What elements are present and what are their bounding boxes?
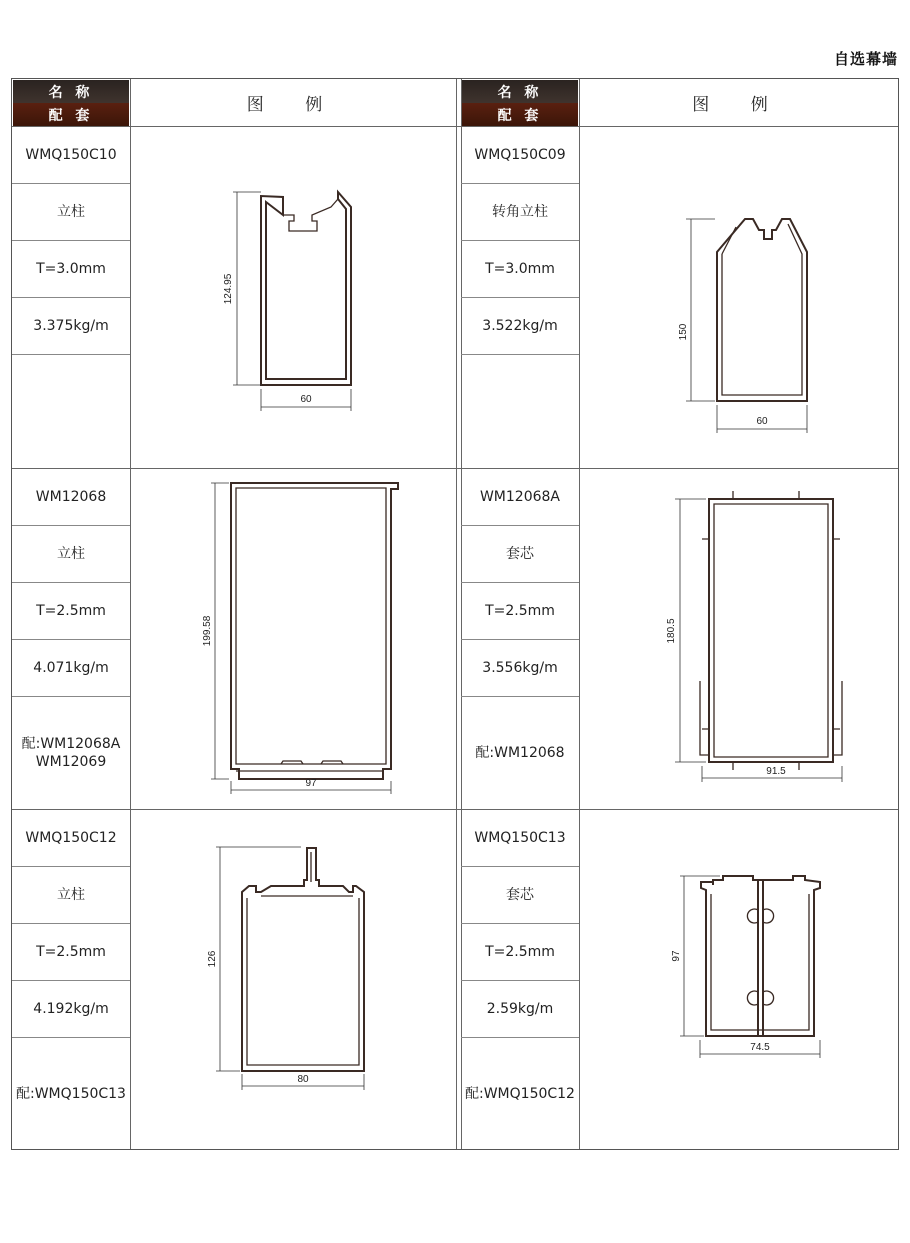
dim-width: 60: [756, 416, 768, 427]
product-thickness: T=2.5mm: [485, 944, 555, 960]
product-code: WM12068: [35, 489, 107, 505]
dim-width: 80: [297, 1074, 309, 1085]
dim-height: 124.95: [223, 273, 234, 305]
dim-width: 97: [305, 778, 317, 789]
product-code: WM12068A: [479, 489, 561, 505]
product-thickness: T=3.0mm: [485, 261, 555, 277]
dim-height: 150: [678, 323, 689, 341]
product-matching: 配:WM12068: [475, 745, 565, 761]
product-weight: 2.59kg/m: [486, 1001, 554, 1017]
product-matching: [12, 697, 130, 809]
profile-drawing-wmq150c09: [580, 127, 898, 468]
dim-width: 91.5: [766, 766, 786, 777]
header-name-right: 名 称: [462, 80, 578, 104]
profile-drawing-wm12068: [131, 469, 456, 810]
header-kit-right: 配 套: [462, 103, 578, 127]
product-thickness: T=2.5mm: [36, 944, 106, 960]
dim-height: 180.5: [666, 618, 677, 644]
profile-drawing-wmq150c13: [580, 810, 898, 1151]
product-weight: 3.522kg/m: [482, 318, 558, 334]
product-code: WMQ150C12: [25, 830, 117, 846]
match-line-1: 配:WM12068A: [21, 736, 121, 752]
dim-width: 60: [300, 394, 312, 405]
product-weight: 3.556kg/m: [482, 660, 558, 676]
product-weight: 4.192kg/m: [33, 1001, 109, 1017]
product-type: 转角立柱: [492, 204, 548, 220]
profile-catalog-table: [11, 78, 899, 1150]
match-line-2: WM12069: [35, 754, 107, 770]
product-code: WMQ150C09: [474, 147, 566, 163]
product-weight: 3.375kg/m: [33, 318, 109, 334]
dim-height: 199.58: [202, 615, 213, 647]
product-code: WMQ150C13: [474, 830, 566, 846]
product-type: 套芯: [506, 546, 534, 562]
product-thickness: T=2.5mm: [485, 603, 555, 619]
dim-height: 126: [207, 950, 218, 968]
product-matching: 配:WMQ150C12: [465, 1086, 575, 1102]
product-weight: 4.071kg/m: [33, 660, 109, 676]
product-thickness: T=2.5mm: [36, 603, 106, 619]
dim-width: 74.5: [750, 1042, 770, 1053]
header-figure-left: 图 例: [246, 95, 341, 115]
profile-drawing-wm12068a: [580, 469, 898, 810]
header-name-left: 名 称: [13, 80, 129, 104]
product-matching: 配:WMQ150C13: [16, 1086, 126, 1102]
product-type: 套芯: [506, 887, 534, 903]
page-section-tag: 自选幕墙: [833, 50, 898, 68]
column-divider: [456, 79, 457, 1149]
header-figure-right: 图 例: [692, 95, 786, 115]
dim-height: 97: [671, 950, 682, 962]
product-type: 立柱: [57, 546, 85, 562]
profile-drawing-wmq150c10: [131, 127, 456, 468]
product-type: 立柱: [57, 204, 85, 220]
profile-drawing-wmq150c12: [131, 810, 456, 1151]
product-thickness: T=3.0mm: [36, 261, 106, 277]
product-type: 立柱: [57, 887, 85, 903]
header-kit-left: 配 套: [13, 103, 129, 127]
product-code: WMQ150C10: [25, 147, 117, 163]
